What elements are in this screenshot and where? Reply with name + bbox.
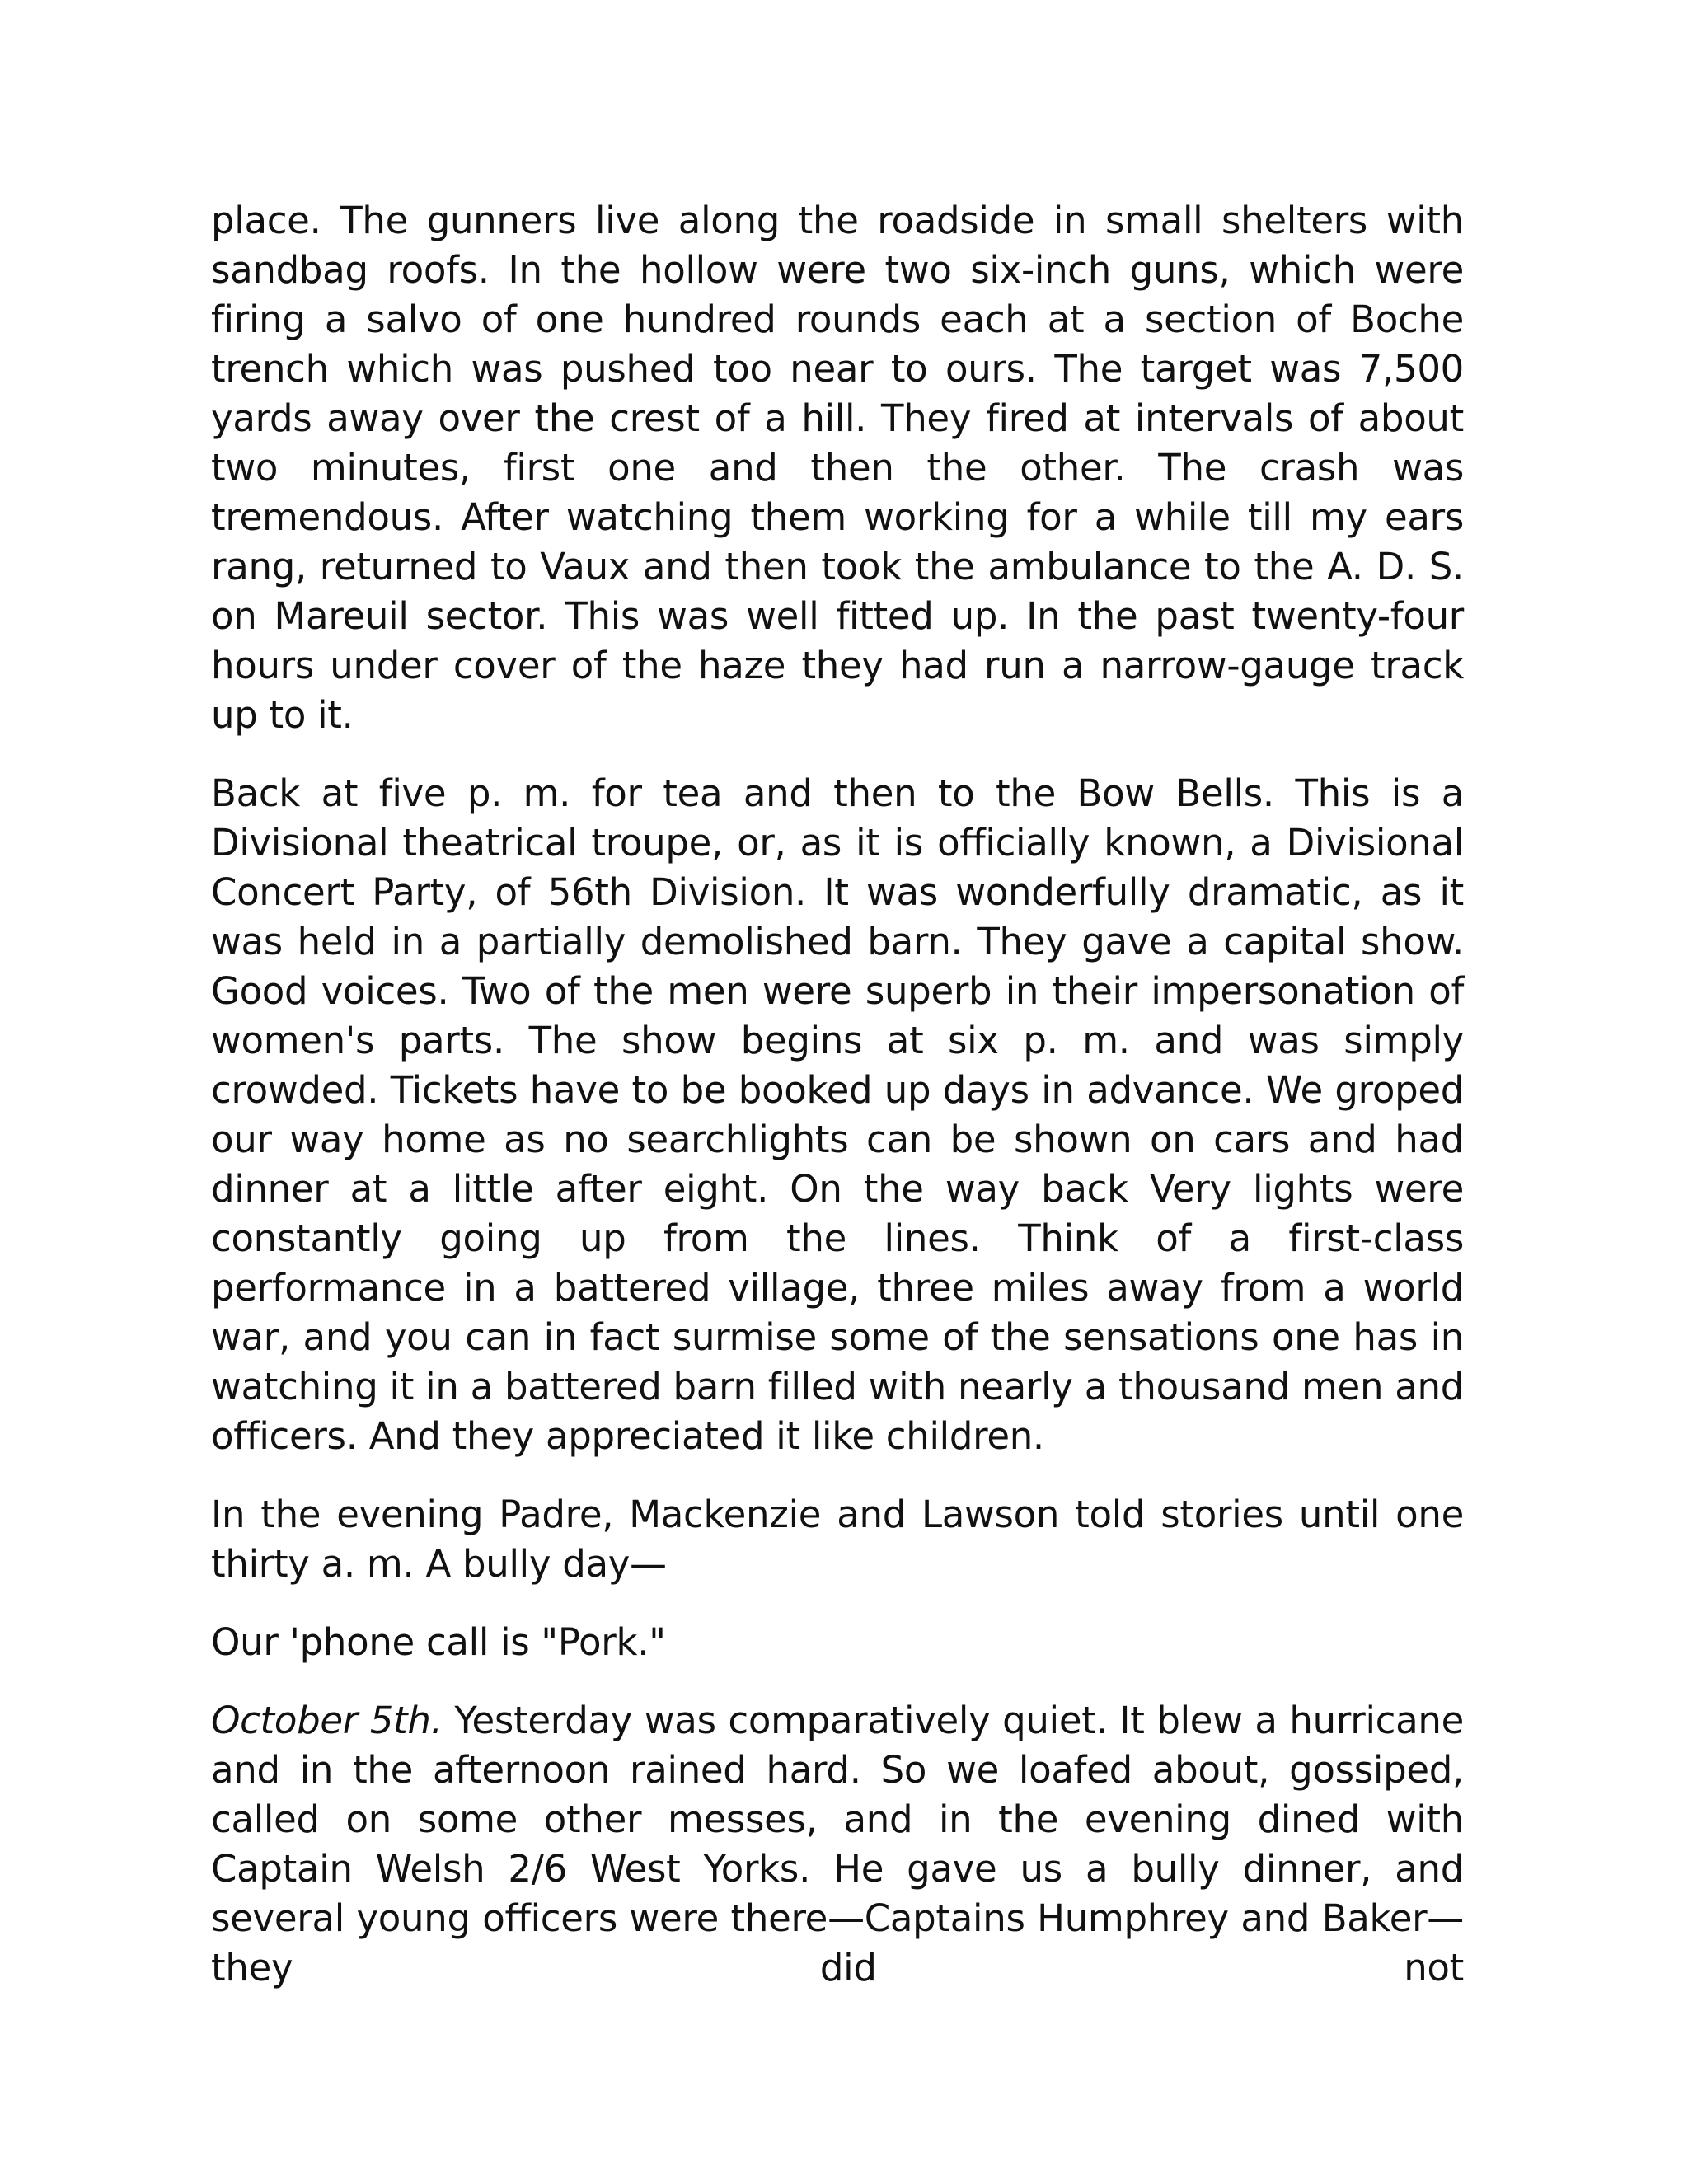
paragraph-artillery: place. The gunners live along the roadside in small shelters with sandbag roofs. In the hollow were two six-inch guns, which were firing a salvo of one hundred rounds each at a section of Boche trench which was pushed too near to ours. The target was 7,500 yards away over the crest of a hill. They fired at intervals of about two minutes, first one and then the other. The crash was tremendous. After watching them working for a while till my ears rang, returned to Vaux and then took the ambulance to the A. D. S. on Mareuil sector. This was well fitted up. In the past twenty-four hours under cover of the haze they had run a narrow-gauge track up to it. [211,199,1464,737]
entry-text: Yesterday was comparatively quiet. It blew a hurricane and in the afternoon rained hard. So we loafed about, gossiped, called on some other messes, and in the evening dined with Captain Welsh 2/6 West Yorks. He gave us a bully dinner, and several young officers were there—Captains Humphrey and Baker—they did not [211,1699,1464,1990]
entry-date: October 5th. [211,1699,443,1742]
paragraph-phone-call: Our 'phone call is "Pork." [211,1620,666,1664]
paragraph-evening-stories: In the evening Padre, Mackenzie and Lawson told stories until one thirty a. m. A bully day— [211,1493,1464,1586]
paragraph-october-5th [211,1696,1464,1993]
paragraph-bow-bells: Back at five p. m. for tea and then to the Bow Bells. This is a Divisional theatrical troupe, or, as it is officially known, a Divisional Concert Party, of 56th Division. It was wonderfully dramatic, as it was held in a partially demolished barn. They gave a capital show. Good voices. Two of the men were superb in their impersonation of women's parts. The show begins at six p. m. and was simply crowded. Tickets have to be booked up days in advance. We groped our way home as no searchlights can be shown on cars and had dinner at a little after eight. On the way back Very lights were constantly going up from the lines. Think of a first-class performance in a battered village, three miles away from a world war, and you can in fact surmise some of the sensations one has in watching it in a battered barn filled with nearly a thousand men and officers. And they appreciated it like children. [211,771,1464,1458]
document-page [211,196,1464,2022]
